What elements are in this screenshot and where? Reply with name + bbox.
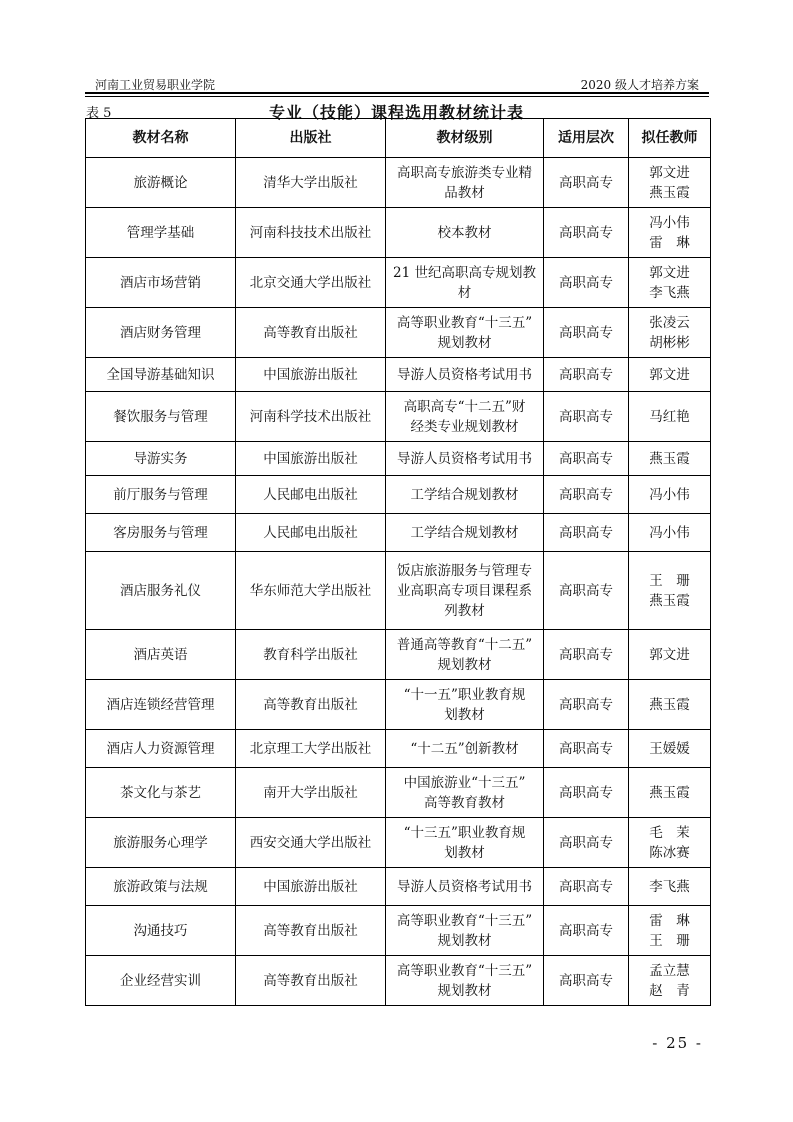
table-row <box>86 730 711 768</box>
publisher-cell: 中国旅游出版社 <box>236 868 386 906</box>
level-cell <box>386 208 544 258</box>
teacher-cell <box>629 258 711 308</box>
teacher-cell <box>629 476 711 514</box>
teacher-name: 冯小伟 <box>649 214 690 231</box>
textbook-name-cell: 管理学基础 <box>86 208 236 258</box>
table-row <box>86 956 711 1006</box>
teacher-cell <box>629 392 711 442</box>
textbook-name-cell: 前厅服务与管理 <box>86 476 236 514</box>
level-line: 校本教材 <box>437 224 492 241</box>
level-cell <box>386 258 544 308</box>
column-header-level: 教材级别 <box>386 119 544 158</box>
teacher-name: 燕玉霞 <box>649 592 690 609</box>
table-row <box>86 158 711 208</box>
level-line: 普通高等教育“十二五” <box>396 636 533 653</box>
tier-cell: 高职高专 <box>544 906 629 956</box>
teacher-cell <box>629 730 711 768</box>
publisher-cell: 华东师范大学出版社 <box>236 552 386 630</box>
level-line: 高职高专“十二五”财 <box>403 398 526 415</box>
level-line: 规划教材 <box>437 932 492 949</box>
level-cell <box>386 630 544 680</box>
level-line: 导游人员资格考试用书 <box>397 450 532 467</box>
publisher-cell: 人民邮电出版社 <box>236 514 386 552</box>
teacher-name: 燕玉霞 <box>649 784 690 801</box>
column-header-teacher: 拟任教师 <box>629 119 711 158</box>
publisher-cell: 西安交通大学出版社 <box>236 818 386 868</box>
teacher-name: 燕玉霞 <box>649 450 690 467</box>
publisher-cell: 中国旅游出版社 <box>236 358 386 392</box>
teacher-cell <box>629 956 711 1006</box>
teacher-name: 张凌云 <box>649 314 690 331</box>
tier-cell: 高职高专 <box>544 868 629 906</box>
level-cell <box>386 768 544 818</box>
level-line: 品教材 <box>444 184 485 201</box>
table-row <box>86 308 711 358</box>
tier-cell: 高职高专 <box>544 158 629 208</box>
table-row <box>86 818 711 868</box>
level-line: 经类专业规划教材 <box>410 418 519 435</box>
level-line: 规划教材 <box>437 982 492 999</box>
publisher-cell: 中国旅游出版社 <box>236 442 386 476</box>
textbook-name-cell: 酒店市场营销 <box>86 258 236 308</box>
teacher-cell <box>629 868 711 906</box>
level-line: “十三五”职业教育规 <box>403 824 526 841</box>
column-header-tier: 适用层次 <box>544 119 629 158</box>
level-line: 导游人员资格考试用书 <box>397 366 532 383</box>
teacher-cell <box>629 630 711 680</box>
textbook-name-cell: 全国导游基础知识 <box>86 358 236 392</box>
level-cell <box>386 476 544 514</box>
teacher-cell <box>629 358 711 392</box>
teacher-name: 郭文进 <box>649 646 690 663</box>
teacher-name: 郭文进 <box>649 366 690 383</box>
tier-cell: 高职高专 <box>544 308 629 358</box>
tier-cell: 高职高专 <box>544 818 629 868</box>
textbook-name-cell: 酒店财务管理 <box>86 308 236 358</box>
level-line: “十一五”职业教育规 <box>403 686 526 703</box>
teacher-name: 燕玉霞 <box>649 696 690 713</box>
level-line: 高等教育教材 <box>424 794 505 811</box>
teacher-name: 王媛媛 <box>649 740 690 757</box>
institution-name: 河南工业贸易职业学院 <box>95 78 216 92</box>
table-row <box>86 680 711 730</box>
teacher-name: 冯小伟 <box>649 524 690 541</box>
table-row <box>86 442 711 476</box>
teacher-cell <box>629 514 711 552</box>
textbook-name-cell: 酒店人力资源管理 <box>86 730 236 768</box>
level-line: “十二五”创新教材 <box>410 740 519 757</box>
level-cell <box>386 552 544 630</box>
level-line: 规划教材 <box>437 656 492 673</box>
teacher-name: 毛 茉 <box>649 824 690 841</box>
header-rule-thick <box>85 92 709 94</box>
publisher-cell: 教育科学出版社 <box>236 630 386 680</box>
publisher-cell: 北京理工大学出版社 <box>236 730 386 768</box>
teacher-name: 王 珊 <box>649 572 690 589</box>
teacher-name: 陈冰赛 <box>649 844 690 861</box>
level-cell <box>386 868 544 906</box>
level-line: 高等职业教育“十三五” <box>396 912 533 929</box>
level-cell <box>386 514 544 552</box>
table-row <box>86 392 711 442</box>
teacher-cell <box>629 680 711 730</box>
table-row <box>86 868 711 906</box>
tier-cell: 高职高专 <box>544 956 629 1006</box>
column-header-name: 教材名称 <box>86 119 236 158</box>
textbook-name-cell: 酒店服务礼仪 <box>86 552 236 630</box>
teacher-cell <box>629 208 711 258</box>
teacher-name: 李飞燕 <box>649 284 690 301</box>
teacher-cell <box>629 768 711 818</box>
level-line: 导游人员资格考试用书 <box>397 878 532 895</box>
level-line: 工学结合规划教材 <box>410 524 519 541</box>
teacher-cell <box>629 442 711 476</box>
teacher-cell <box>629 158 711 208</box>
textbook-name-cell: 导游实务 <box>86 442 236 476</box>
tier-cell: 高职高专 <box>544 552 629 630</box>
level-line: 划教材 <box>444 844 485 861</box>
level-line: 材 <box>457 284 472 301</box>
level-line: 业高职高专项目课程系 <box>397 582 532 599</box>
textbook-name-cell: 茶文化与茶艺 <box>86 768 236 818</box>
level-cell <box>386 442 544 476</box>
table-title: 专业（技能）课程选用教材统计表 <box>268 103 524 122</box>
level-line: 饭店旅游服务与管理专 <box>397 562 532 579</box>
tier-cell: 高职高专 <box>544 258 629 308</box>
level-line: 高等职业教育“十三五” <box>396 962 533 979</box>
teacher-name: 郭文进 <box>649 164 690 181</box>
textbook-name-cell: 旅游服务心理学 <box>86 818 236 868</box>
tier-cell: 高职高专 <box>544 392 629 442</box>
teacher-name: 燕玉霞 <box>649 184 690 201</box>
level-line: 高职高专旅游类专业精 <box>397 164 532 181</box>
textbook-name-cell: 旅游概论 <box>86 158 236 208</box>
level-line: 高等职业教育“十三五” <box>396 314 533 331</box>
tier-cell: 高职高专 <box>544 768 629 818</box>
teacher-name: 孟立慧 <box>649 962 690 979</box>
level-line: 21 世纪高职高专规划教 <box>393 264 536 281</box>
tier-cell: 高职高专 <box>544 442 629 476</box>
textbook-table <box>85 118 711 1006</box>
publisher-cell: 高等教育出版社 <box>236 956 386 1006</box>
tier-cell: 高职高专 <box>544 630 629 680</box>
textbook-name-cell: 沟通技巧 <box>86 906 236 956</box>
level-cell <box>386 956 544 1006</box>
table-row <box>86 358 711 392</box>
level-cell <box>386 358 544 392</box>
publisher-cell: 高等教育出版社 <box>236 680 386 730</box>
table-number: 表 5 <box>86 106 112 121</box>
teacher-name: 郭文进 <box>649 264 690 281</box>
teacher-name: 赵 青 <box>649 982 690 999</box>
textbook-name-cell: 酒店英语 <box>86 630 236 680</box>
page-number: - 25 - <box>652 1034 703 1052</box>
teacher-name: 李飞燕 <box>649 878 690 895</box>
table-row <box>86 476 711 514</box>
level-line: 中国旅游业“十三五” <box>403 774 526 791</box>
teacher-cell <box>629 308 711 358</box>
publisher-cell: 南开大学出版社 <box>236 768 386 818</box>
teacher-name: 王 珊 <box>649 932 690 949</box>
tier-cell: 高职高专 <box>544 476 629 514</box>
level-line: 列教材 <box>444 602 485 619</box>
publisher-cell: 人民邮电出版社 <box>236 476 386 514</box>
level-cell <box>386 818 544 868</box>
level-cell <box>386 158 544 208</box>
table-row <box>86 258 711 308</box>
table-body <box>86 158 711 1006</box>
textbook-name-cell: 客房服务与管理 <box>86 514 236 552</box>
level-line: 规划教材 <box>437 334 492 351</box>
tier-cell: 高职高专 <box>544 730 629 768</box>
level-line: 划教材 <box>444 706 485 723</box>
column-header-publisher: 出版社 <box>236 119 386 158</box>
table-row <box>86 514 711 552</box>
publisher-cell: 高等教育出版社 <box>236 906 386 956</box>
level-cell <box>386 730 544 768</box>
tier-cell: 高职高专 <box>544 358 629 392</box>
tier-cell: 高职高专 <box>544 680 629 730</box>
teacher-name: 马红艳 <box>649 408 690 425</box>
publisher-cell: 高等教育出版社 <box>236 308 386 358</box>
textbook-name-cell: 旅游政策与法规 <box>86 868 236 906</box>
table-row <box>86 906 711 956</box>
teacher-cell <box>629 906 711 956</box>
teacher-cell <box>629 818 711 868</box>
publisher-cell: 清华大学出版社 <box>236 158 386 208</box>
document-title: 2020 级人才培养方案 <box>580 78 699 92</box>
table-row <box>86 552 711 630</box>
teacher-name: 冯小伟 <box>649 486 690 503</box>
level-line: 工学结合规划教材 <box>410 486 519 503</box>
table-row <box>86 630 711 680</box>
page-header <box>85 72 709 92</box>
table-row <box>86 768 711 818</box>
teacher-name: 雷 琳 <box>649 912 690 929</box>
header-rule-thin <box>85 96 709 97</box>
publisher-cell: 河南科学技术出版社 <box>236 392 386 442</box>
tier-cell: 高职高专 <box>544 514 629 552</box>
textbook-name-cell: 餐饮服务与管理 <box>86 392 236 442</box>
level-cell <box>386 906 544 956</box>
publisher-cell: 北京交通大学出版社 <box>236 258 386 308</box>
level-cell <box>386 392 544 442</box>
teacher-cell <box>629 552 711 630</box>
tier-cell: 高职高专 <box>544 208 629 258</box>
level-cell <box>386 680 544 730</box>
table-header-row <box>86 119 711 158</box>
textbook-name-cell: 酒店连锁经营管理 <box>86 680 236 730</box>
table-row <box>86 208 711 258</box>
teacher-name: 雷 琳 <box>649 234 690 251</box>
teacher-name: 胡彬彬 <box>649 334 690 351</box>
publisher-cell: 河南科技技术出版社 <box>236 208 386 258</box>
level-cell <box>386 308 544 358</box>
textbook-name-cell: 企业经营实训 <box>86 956 236 1006</box>
